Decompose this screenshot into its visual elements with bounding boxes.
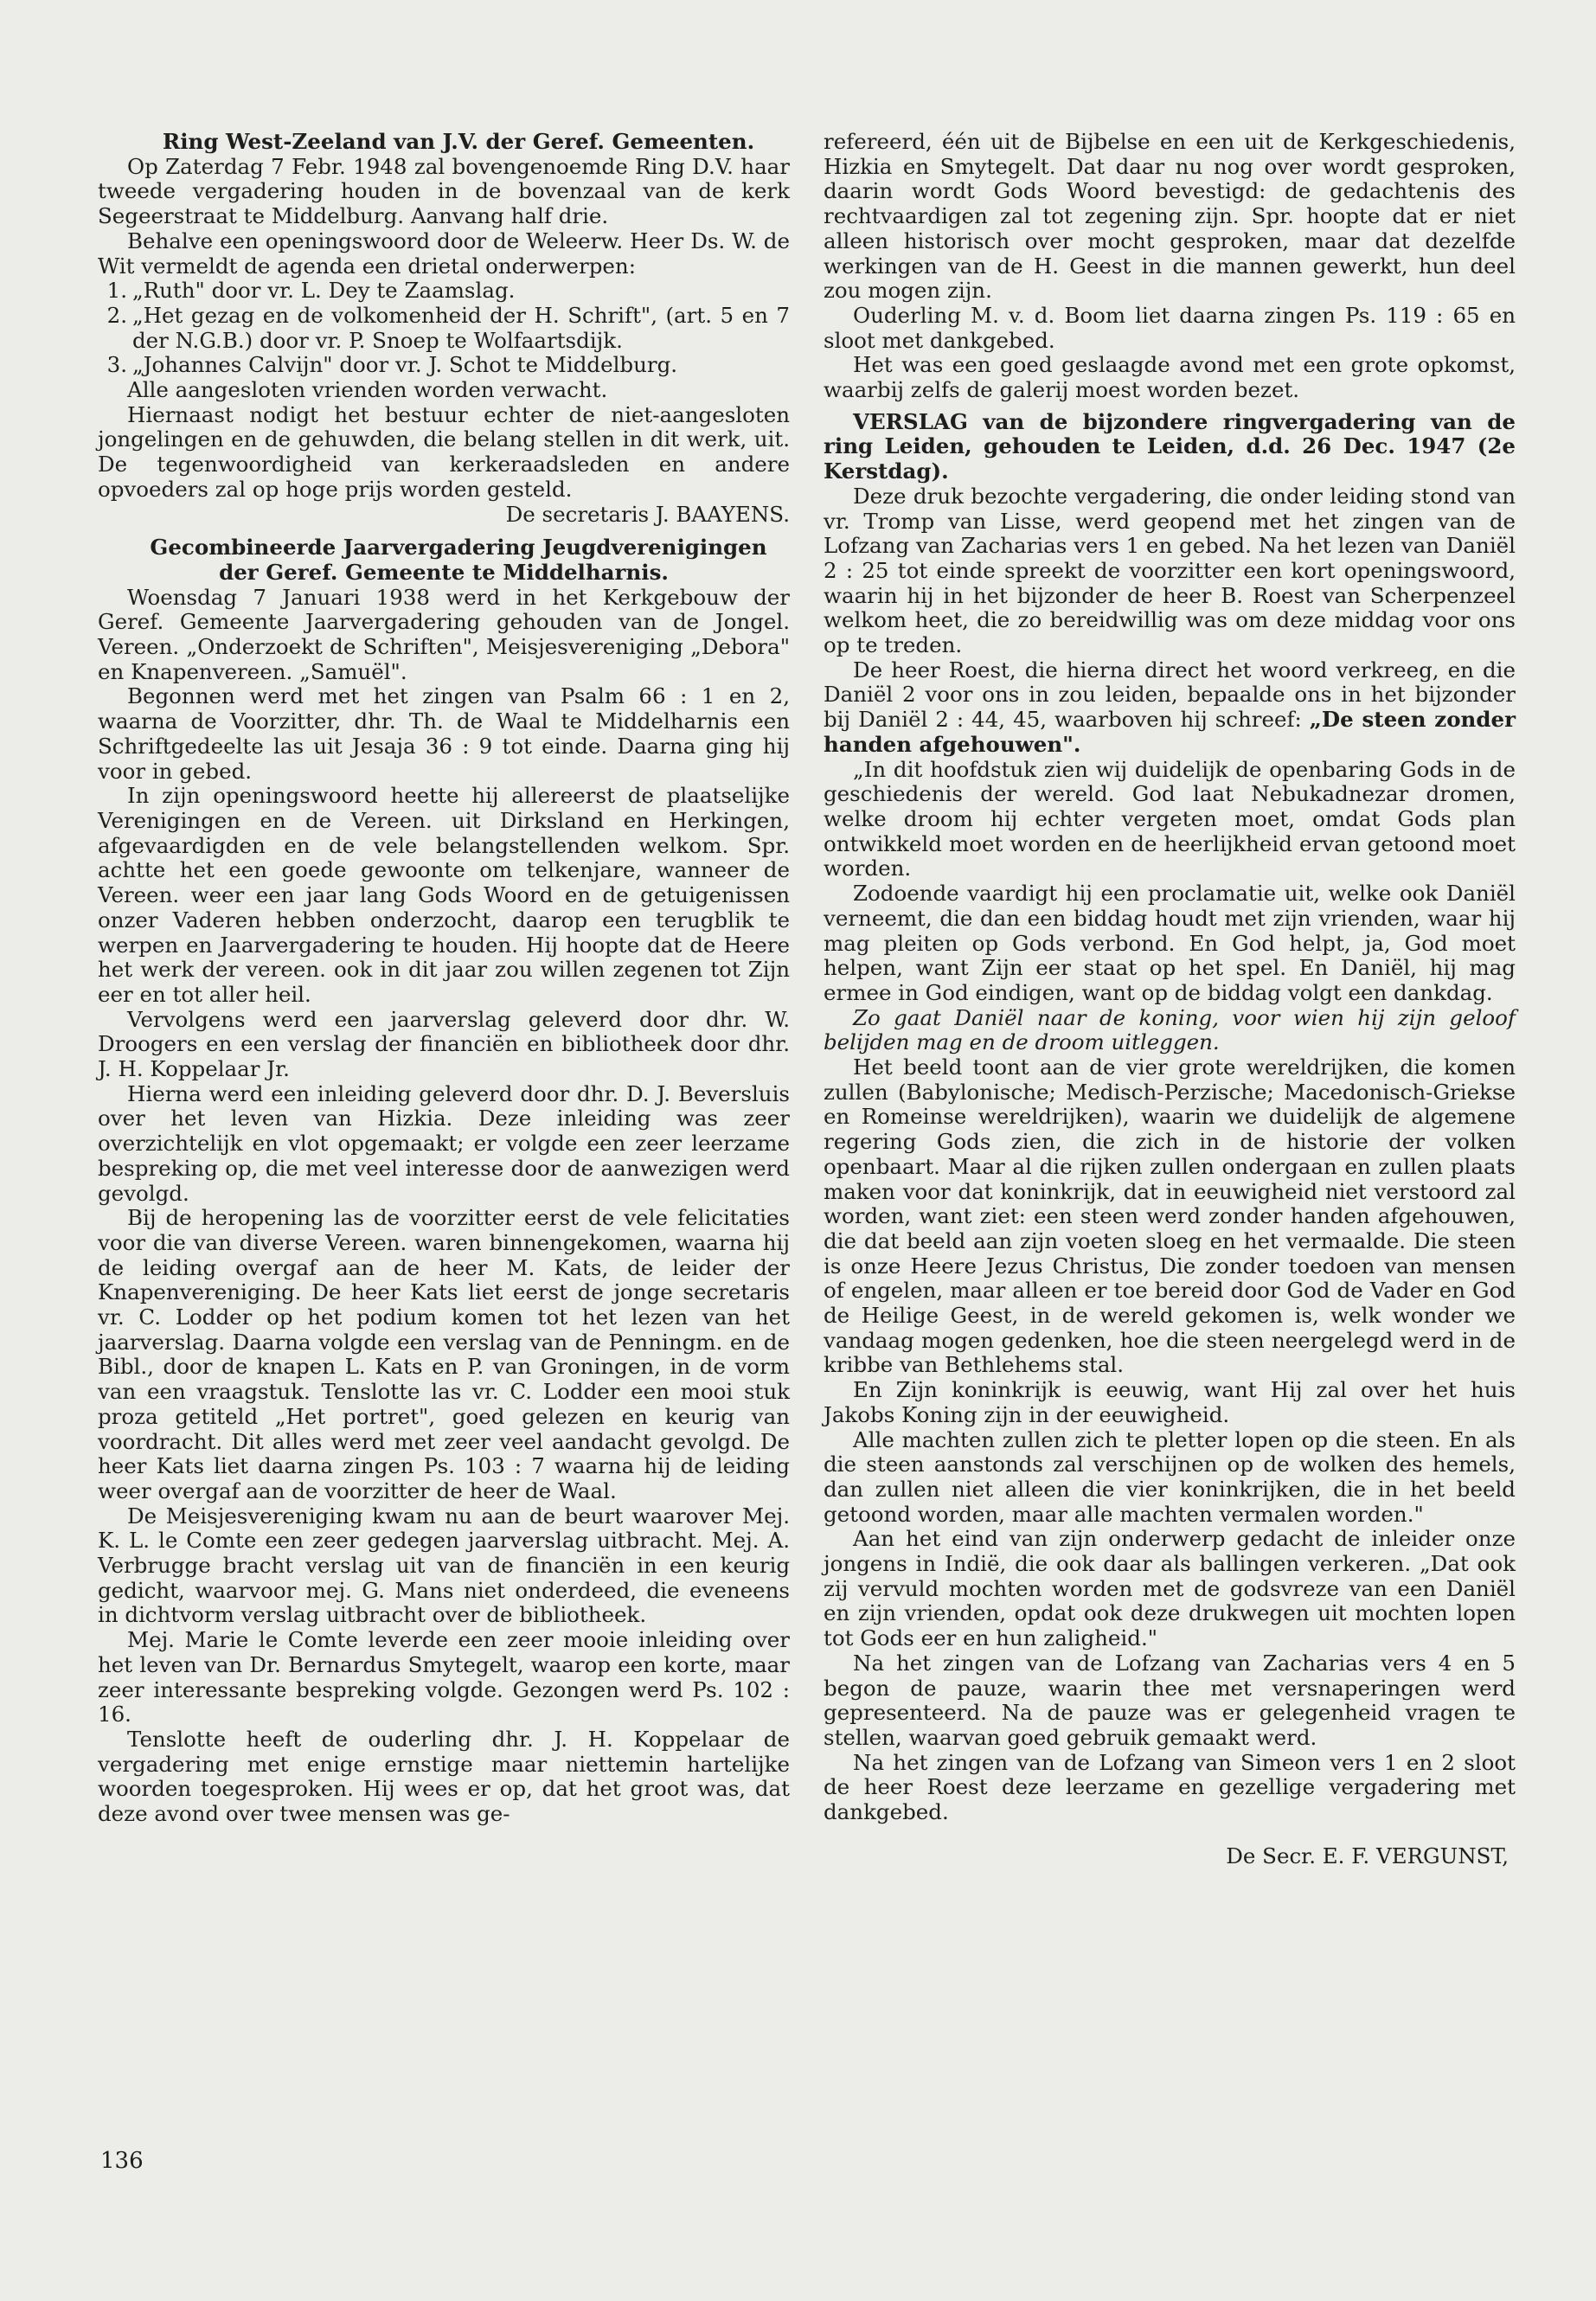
agenda-item xyxy=(106,302,790,353)
right-column xyxy=(824,130,1516,1869)
paragraph: En Zijn koninkrijk is eeuwig, want Hij zal over het huis Jakobs Koning zijn in der eeuwigheid. xyxy=(824,1377,1516,1427)
signature-secr: De Secr. E. F. VERGUNST, xyxy=(1226,1843,1509,1868)
paragraph: Behalve een openingswoord door de Weleerw. Heer Ds. W. de Wit vermeldt de agenda een drietal onderwerpen: xyxy=(98,228,790,279)
paragraph: Alle aangesloten vrienden worden verwacht. xyxy=(127,377,608,403)
paragraph: Het beeld toont aan de vier grote wereldrijken, die komen zullen (Babylonische; Medisch-Perzische; Macedonisch-Griekse en Romeinse wereldrijken), waarin we duidelijk de algemene regering Gods zien, die zich in de historie der volken openbaart. Maar al die rijken zullen ondergaan en zullen plaats maken voor dat koninkrijk, dat in eeuwigheid niet verstoord zal worden, want ziet: een steen werd zonder handen afgehouwen, die dat beeld aan zijn voeten sloeg en het vermaalde. Die steen is onze Heere Jezus Christus, Die zonder toedoen van mensen of engelen, maar alleen er toe bereid door God de Vader en God de Heilige Geest, in de wereld gekomen is, welk wonder we vandaag mogen gedenken, hoe die steen neergelegd werd in de kribbe van Bethlehems stal. xyxy=(824,1054,1516,1378)
lecture-title: „De steen zonder handen afgehouwen". xyxy=(824,707,1516,757)
paragraph: De Meisjesvereniging kwam nu aan de beurt waarover Mej. K. L. le Comte een zeer gedegen jaarverslag uitbracht. Mej. A. Verbrugge bracht verslag uit van de financiën in een keurig gedicht, waarvoor mej. G. Mans niet onderdeed, die eveneens in dichtvorm verslag uitbracht over de bibliotheek. xyxy=(98,1503,790,1628)
paragraph: Deze druk bezochte vergadering, die onder leiding stond van vr. Tromp van Lisse, werd geopend met het zingen van de Lofzang van Zacharias vers 1 en gebed. Na het lezen van Daniël 2 : 25 tot einde spreekt de voorzitter een kort openingswoord, waarin hij in het bijzonder de heer B. Roest van Scherpenzeel welkom heet, die zo bereidwillig was om deze middag voor ons op te treden. xyxy=(824,483,1516,658)
paragraph: Aan het eind van zijn onderwerp gedacht de inleider onze jongens in Indië, die ook daar als ballingen verkeren. „Dat ook zij vervuld mochten worden met de godsvreze van een Daniël en zijn vrienden, opdat ook deze drukwegen uit mochten lopen tot Gods eer en hun zaligheid." xyxy=(824,1526,1516,1651)
paragraph: Tenslotte heeft de ouderling dhr. J. H. Koppelaar de vergadering met enige ernstige maar niettemin hartelijke woorden toegesproken. Hij wees er op, dat het groot was, dat deze avond over twee mensen was ge- xyxy=(98,1727,790,1827)
paragraph: Op Zaterdag 7 Febr. 1948 zal bovengenoemde Ring D.V. haar tweede vergadering houden in de bovenzaal van de kerk Segeerstraat te Middelburg. Aanvang half drie. xyxy=(98,153,790,229)
paragraph: Begonnen werd met het zingen van Psalm 66 : 1 en 2, waarna de Voorzitter, dhr. Th. de Waal te Middelharnis een Schriftgedeelte las uit Jesaja 36 : 9 tot einde. Daarna ging hij voor in gebed. xyxy=(98,683,790,784)
paragraph xyxy=(824,658,1516,758)
agenda-item xyxy=(106,352,790,378)
agenda-item xyxy=(106,278,790,304)
paragraph: Ouderling M. v. d. Boom liet daarna zingen Ps. 119 : 65 en sloot met dankgebed. xyxy=(824,302,1516,353)
paragraph: Het was een goed geslaagde avond met een grote opkomst, waarbij zelfs de galerij moest worden bezet. xyxy=(824,352,1516,403)
paragraph: Na het zingen van de Lofzang van Simeon vers 1 en 2 sloot de heer Roest deze leerzame en gezellige vergadering met dankgebed. xyxy=(824,1749,1516,1825)
paragraph: Vervolgens werd een jaarverslag geleverd door dhr. W. Droogers en een verslag der financiën en bibliotheek door dhr. J. H. Koppelaar Jr. xyxy=(98,1006,790,1082)
section-heading-verslag-ring-leiden: VERSLAG van de bijzondere ringvergadering van de ring Leiden, gehouden te Leiden, d.d. 26 Dec. 1947 (2e Kerstdag). xyxy=(824,408,1516,484)
signature-secretaris: De secretaris J. BAAYENS. xyxy=(505,501,790,527)
paragraph: Hiernaast nodigt het bestuur echter de niet-aangesloten jongelingen en de gehuwden, die belang stellen in dit werk, uit. De tegenwoordigheid van kerkeraadsleden en andere opvoeders zal op hoge prijs worden gesteld. xyxy=(98,401,790,502)
paragraph: Woensdag 7 Januari 1938 werd in het Kerkgebouw der Geref. Gemeente Jaarvergadering gehouden van de Jongel. Vereen. „Onderzoekt de Schriften", Meisjesvereniging „Debora" en Knapenvereen. „Samuël". xyxy=(98,584,790,684)
agenda-item-number: 1. xyxy=(106,278,127,304)
agenda-item-text: „Ruth" door vr. L. Dey te Zaamslag. xyxy=(132,278,516,304)
paragraph: In zijn openingswoord heette hij allereerst de plaatselijke Verenigingen en de Vereen. uit Dirksland en Herkingen, afgevaardigden en de vele belangstellenden welkom. Spr. achtte het een goede gewoonte om telkenjare, wanneer de Vereen. weer een jaar lang Gods Woord en de getuigenissen onzer Vaderen hebben onderzocht, daarop een terugblik te werpen en Jaarvergadering te houden. Hij hoopte dat de Heere het werk der vereen. ook in dit jaar zou willen zegenen tot Zijn eer en tot aller heil. xyxy=(98,783,790,1007)
paragraph: „In dit hoofdstuk zien wij duidelijk de openbaring Gods in de geschiedenis der wereld. God laat Nebukadnezar dromen, welke droom hij echter vergeten moet, omdat Gods plan ontwikkeld moet worden en de heerlijkheid ervan getoond moet worden. xyxy=(824,756,1516,881)
section-heading-jaarvergadering: Gecombineerde Jaarvergadering Jeugdverenigingen der Geref. Gemeente te Middelharnis. xyxy=(150,535,767,585)
paragraph: Mej. Marie le Comte leverde een zeer mooie inleiding over het leven van Dr. Bernardus Smytegelt, waarop een korte, maar zeer interessante bespreking volgde. Gezongen werd Ps. 102 : 16. xyxy=(98,1627,790,1727)
paragraph: Hierna werd een inleiding geleverd door dhr. D. J. Beversluis over het leven van Hizkia. Deze inleiding was zeer overzichtelijk en vlot opgemaakt; er volgde een zeer leerzame bespreking op, die met veel interesse door de aanwezigen werd gevolgd. xyxy=(98,1080,790,1206)
agenda-item-number: 3. xyxy=(106,352,127,378)
paragraph: Zo gaat Daniël naar de koning, voor wien hij zijn geloof belijden mag en de droom uitleggen. xyxy=(824,1004,1516,1055)
agenda-item-text: „Johannes Calvijn" door vr. J. Schot te Middelburg. xyxy=(132,352,678,378)
page-number: 136 xyxy=(100,2148,144,2174)
agenda-item-text: „Het gezag en de volkomenheid der H. Schrift", (art. 5 en 7 der N.G.B.) door vr. P. Snoep te Wolfaartsdijk. xyxy=(132,302,790,353)
paragraph: Alle machten zullen zich te pletter lopen op die steen. En als die steen aanstonds zal verschijnen op de wolken des hemels, dan zullen niet alleen die vier koninkrijken, die in het beeld getoond worden, maar alle machten vermalen worden." xyxy=(824,1426,1516,1527)
paragraph: Bij de heropening las de voorzitter eerst de vele felicitaties voor die van diverse Vereen. waren binnengekomen, waarna hij de leiding overgaf aan de heer M. Kats, de leider der Knapenvereniging. De heer Kats liet eerst de jonge secretaris vr. C. Lodder op het podium komen tot het lezen van het jaarverslag. Daarna volgde een verslag van de Penningm. en de Bibl., door de knapen L. Kats en P. van Groningen, in de vorm van een vraagstuk. Tenslotte las vr. C. Lodder een mooi stuk proza getiteld „Het portret", goed gelezen en keurig van voordracht. Dit alles werd met zeer veel aandacht gevolgd. De heer Kats liet daarna zingen Ps. 103 : 7 waarna hij de leiding weer overgaf aan de voorzitter de heer de Waal. xyxy=(98,1205,790,1503)
paragraph-text: De heer Roest, die hierna direct het woord verkreeg, en die Daniël 2 voor ons in zou leiden, bepaalde ons in het bijzonder bij Daniël 2 : 44, 45, waarboven hij schreef: xyxy=(824,657,1516,733)
agenda-item-number: 2. xyxy=(106,302,127,328)
agenda-list xyxy=(98,279,790,378)
paragraph: Zodoende vaardigt hij een proclamatie uit, welke ook Daniël verneemt, die dan een biddag houdt met zijn vrienden, waar hij mag pleiten op Gods verbond. En God helpt, ja, God moet helpen, want Zijn eer staat op het spel. En Daniël, hij mag ermee in God eindigen, want op de biddag volgt een dankdag. xyxy=(824,881,1516,1005)
section-heading-ring-west-zeeland: Ring West-Zeeland van J.V. der Geref. Gemeenten. xyxy=(162,129,755,154)
paragraph-continuation: refereerd, één uit de Bijbelse en een uit de Kerkgeschiedenis, Hizkia en Smytegelt. Dat daar nu nog over wordt gesproken, daarin wordt Gods Woord bevestigd: de gedachtenis des rechtvaardigen zal tot zegening zijn. Spr. hoopte dat er niet alleen historisch over mocht gesproken, maar dat dezelfde werkingen van de H. Geest in die mannen gewerkt, hun deel zou mogen zijn. xyxy=(824,129,1516,304)
left-column xyxy=(98,130,790,1827)
paragraph: Na het zingen van de Lofzang van Zacharias vers 4 en 5 begon de pauze, waarin thee met versnaperingen werd gepresenteerd. Na de pauze was er gelegenheid vragen te stellen, waarvan goed gebruik gemaakt werd. xyxy=(824,1650,1516,1750)
